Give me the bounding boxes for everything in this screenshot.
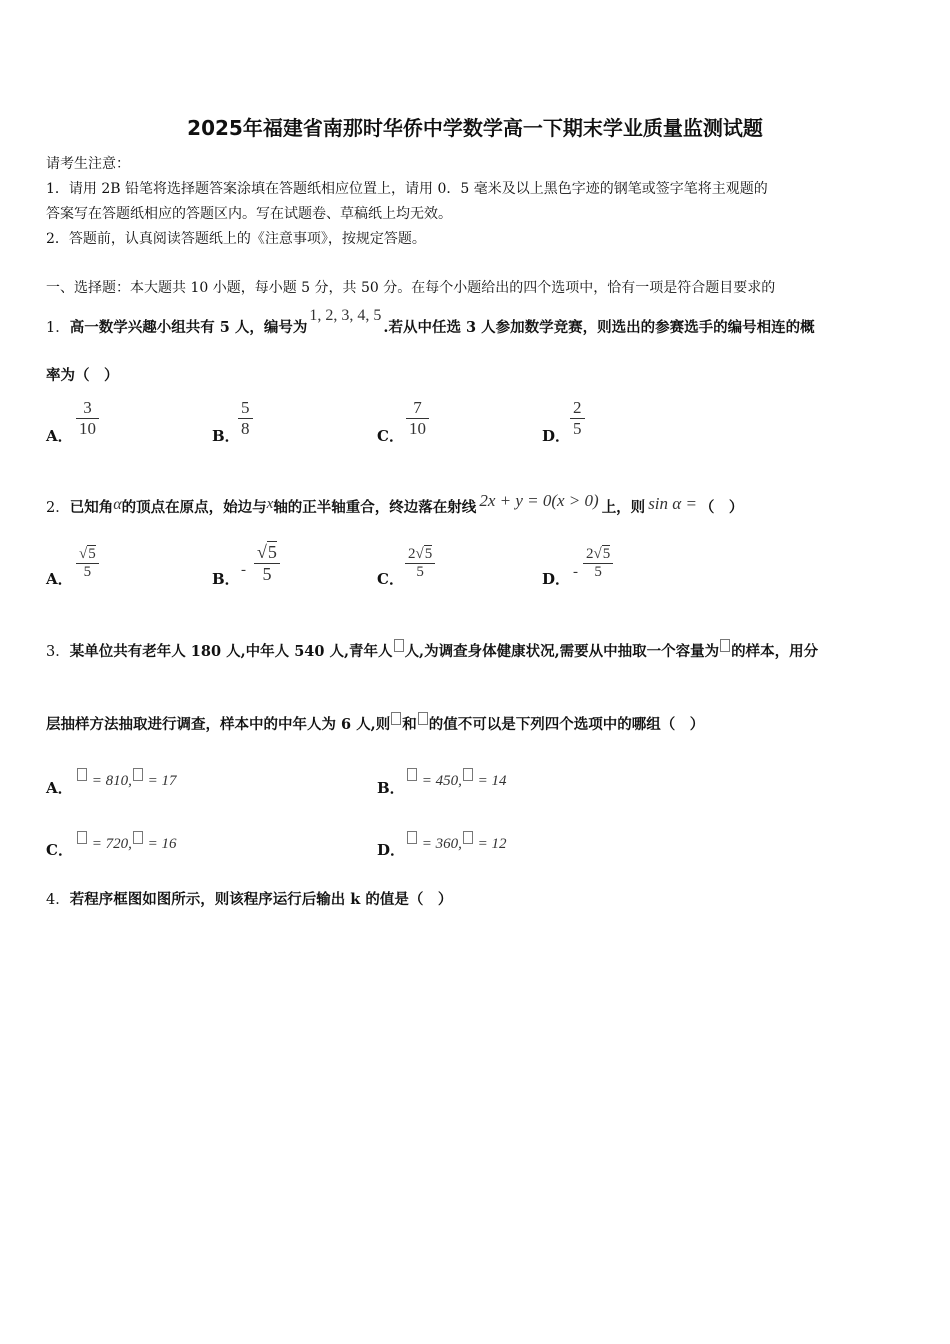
q2-option-a-fraction: $\frac{√5}{5}$ bbox=[76, 545, 99, 581]
question-1-line-1 bbox=[46, 307, 815, 337]
q1-option-a-fraction: $\frac{3}{10}$ bbox=[76, 398, 99, 439]
question-1-line-2: 率为（ ） bbox=[46, 367, 119, 384]
question-2-x: x bbox=[266, 496, 274, 512]
q1-option-a-label: A． bbox=[46, 427, 73, 445]
question-2-alpha: α bbox=[113, 496, 122, 513]
placeholder-box-icon bbox=[391, 712, 401, 725]
q1-option-b-label: B． bbox=[212, 427, 240, 445]
placeholder-box-icon bbox=[394, 639, 404, 652]
question-3-text-4: 层抽样方法抽取进行调查，样本中的中年人为 6 人,则 bbox=[46, 716, 391, 733]
placeholder-box-icon bbox=[77, 831, 87, 844]
q3-option-a-value: = 810, = 17 bbox=[76, 768, 177, 790]
q3-option-c-label: C． bbox=[46, 841, 73, 859]
q1-option-b-fraction: $\frac{5}{8}$ bbox=[238, 398, 253, 439]
q1-option-d-label: D． bbox=[542, 427, 571, 445]
placeholder-box-icon bbox=[418, 712, 428, 725]
question-2-text-4: 上，则 bbox=[601, 499, 646, 516]
question-1-math: 1, 2, 3, 4, 5 bbox=[309, 307, 382, 324]
q3-option-d-value: = 360, = 12 bbox=[406, 831, 507, 853]
question-3-line-1 bbox=[46, 639, 818, 661]
q2-option-b-sign: - bbox=[241, 562, 246, 578]
q2-option-c-fraction: $\frac{2√5}{5}$ bbox=[405, 545, 435, 581]
placeholder-box-icon bbox=[77, 768, 87, 781]
question-3-text-1: 某单位共有老年人 180 人,中年人 540 人,青年人 bbox=[69, 643, 393, 660]
placeholder-box-icon bbox=[407, 831, 417, 844]
question-2-text-2: 的顶点在原点，始边与 bbox=[121, 499, 267, 516]
q3-option-a-label: A． bbox=[46, 779, 73, 797]
notice-line-1a: 1．请用 2B 铅笔将选择题答案涂填在答题纸相应位置上，请用 0．5 毫米及以上黑色字迹的钢笔或签字笔将主观题的 bbox=[46, 181, 768, 197]
q1-option-c-fraction: $\frac{7}{10}$ bbox=[406, 398, 429, 439]
question-3-line-2 bbox=[46, 712, 704, 734]
q2-option-a-label: A． bbox=[46, 570, 73, 588]
question-3-text-6: 的值不可以是下列四个选项中的哪组（ ） bbox=[428, 716, 705, 733]
page-title: 2025年福建省南那时华侨中学数学高一下期末学业质量监测试题 bbox=[187, 116, 763, 140]
question-2-ray: 2x + y = 0(x > 0) bbox=[479, 491, 599, 510]
q1-option-d-fraction: $\frac{2}{5}$ bbox=[570, 398, 585, 439]
question-4-line bbox=[46, 888, 452, 909]
question-1-text-a: 高一数学兴趣小组共有 5 人，编号为 bbox=[69, 319, 308, 336]
question-4-number: 4． bbox=[46, 892, 70, 908]
question-1-number: 1． bbox=[46, 320, 70, 336]
question-2-number: 2． bbox=[46, 500, 70, 516]
question-3-text-5: 和 bbox=[402, 716, 417, 733]
question-4-text: 若程序框图如图所示，则该程序运行后输出 k 的值是（ ） bbox=[69, 891, 453, 908]
placeholder-box-icon bbox=[133, 831, 143, 844]
q1-option-c-label: C． bbox=[377, 427, 404, 445]
question-2-line bbox=[46, 491, 744, 517]
placeholder-box-icon bbox=[463, 831, 473, 844]
q2-option-c-label: C． bbox=[377, 570, 404, 588]
q3-option-b-label: B． bbox=[377, 779, 405, 797]
q2-option-d-sign: - bbox=[573, 564, 578, 580]
q3-option-b-value: = 450, = 14 bbox=[406, 768, 507, 790]
notice-line-1b: 答案写在答题纸相应的答题区内。写在试题卷、草稿纸上均无效。 bbox=[46, 206, 452, 222]
q3-option-d-label: D． bbox=[377, 841, 406, 859]
notice-heading: 请考生注意： bbox=[46, 156, 130, 172]
placeholder-box-icon bbox=[463, 768, 473, 781]
q2-option-b-label: B． bbox=[212, 570, 240, 588]
question-3-text-3: 的样本，用分 bbox=[731, 643, 819, 660]
question-1-text-b: .若从中任选 3 人参加数学竞赛，则选出的参赛选手的编号相连的概 bbox=[383, 319, 815, 336]
question-2-text-5: （ ） bbox=[699, 499, 744, 516]
question-3-text-2: 人,为调查身体健康状况,需要从中抽取一个容量为 bbox=[404, 643, 720, 660]
q3-option-c-value: = 720, = 16 bbox=[76, 831, 177, 853]
question-2-text-1: 已知角 bbox=[69, 499, 114, 516]
q2-option-d-label: D． bbox=[542, 570, 571, 588]
question-2-sin: sin α = bbox=[648, 494, 697, 513]
question-3-number: 3． bbox=[46, 644, 70, 660]
q2-option-d-fraction: $\frac{2√5}{5}$ bbox=[583, 545, 613, 581]
section-heading: 一、选择题：本大题共 10 小题，每小题 5 分，共 50 分。在每个小题给出的四个选项中，恰有一项是符合题目要求的 bbox=[46, 280, 776, 296]
placeholder-box-icon bbox=[407, 768, 417, 781]
placeholder-box-icon bbox=[720, 639, 730, 652]
notice-line-2: 2．答题前，认真阅读答题纸上的《注意事项》，按规定答题。 bbox=[46, 231, 426, 247]
q2-option-b-fraction: $\frac{√5}{5}$ bbox=[254, 541, 280, 585]
placeholder-box-icon bbox=[133, 768, 143, 781]
question-2-text-3: 轴的正半轴重合，终边落在射线 bbox=[273, 499, 477, 516]
